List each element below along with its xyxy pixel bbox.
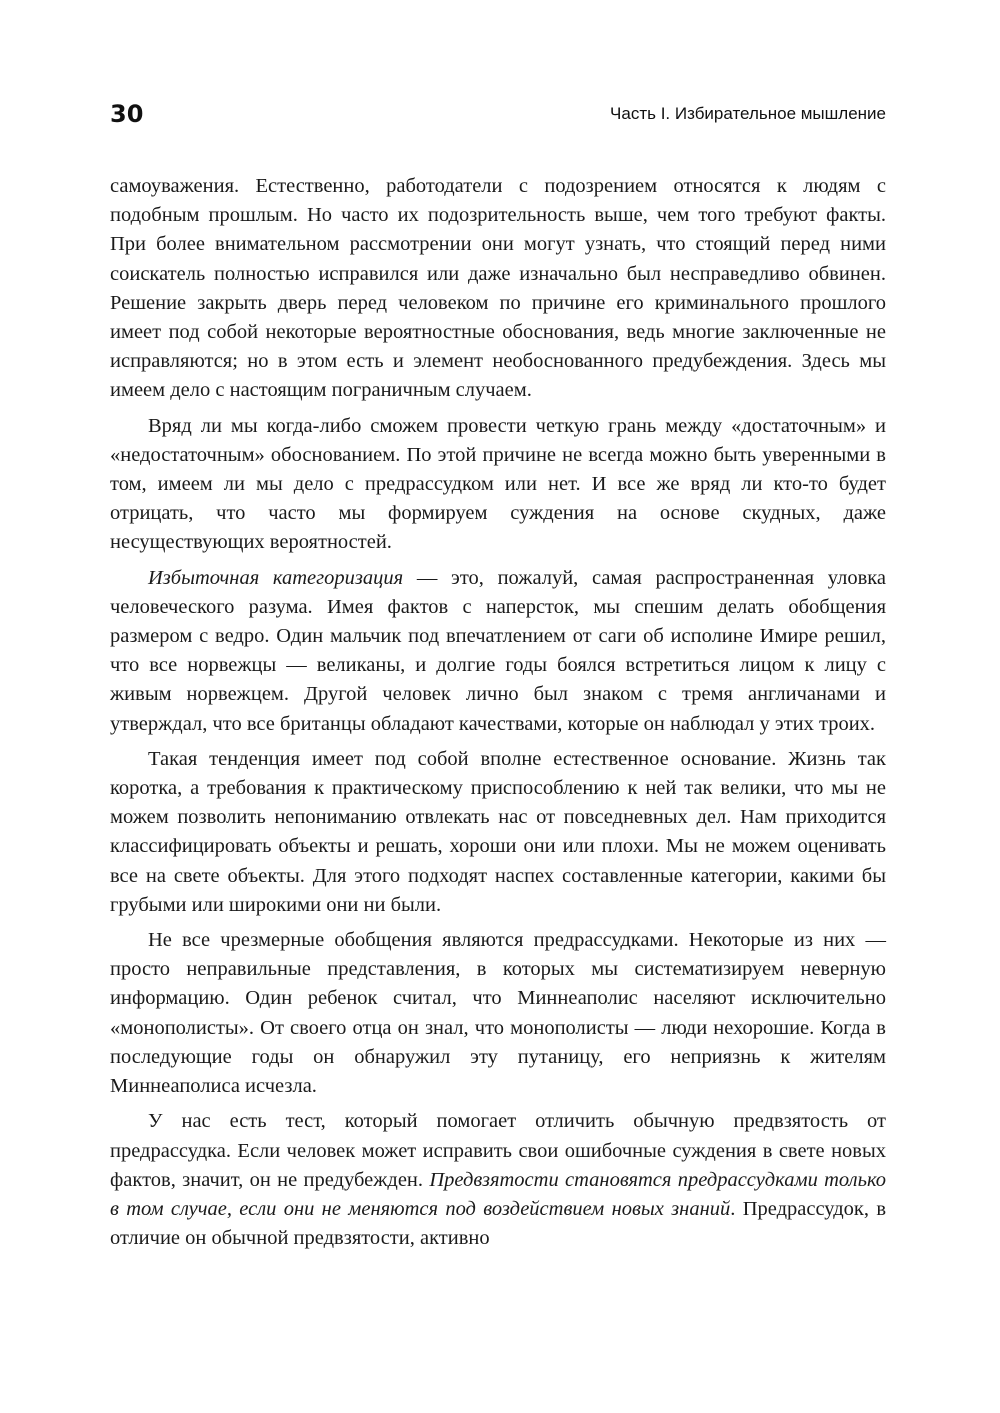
paragraph-2: Вряд ли мы когда-либо сможем провести четкую грань между «достаточным» и «недостаточным» обоснованием. По этой причине не всегда можно быть уверенными в том, имеем ли мы дело с предрассудком или нет. И все же вряд ли кто-то будет отрицать, что часто мы формируем суждения на основе скудных, даже несуществующих вероятностей. bbox=[110, 414, 886, 554]
paragraph-3 bbox=[110, 564, 886, 739]
paragraph-5: Не все чрезмерные обобщения являются предрассудками. Некоторые из них — просто неправильные представления, в которых мы систематизируем неверную информацию. Один ребенок считал, что Миннеаполис населяют исключительно «монополисты». От своего отца он знал, что монополисты — люди нехорошие. Когда в последующие годы он обнаружил эту путаницу, его неприязнь к жителям Миннеаполиса исчезла. bbox=[110, 929, 886, 1098]
running-head bbox=[110, 96, 886, 132]
paragraph-6-start: У нас есть тест, который помогает отличить обычную предвзятость от предрассудка. Если человек может исправить свои ошибочные суждения в свете новых фактов, значит, он не предубежден. bbox=[110, 1110, 886, 1191]
paragraph-6 bbox=[110, 1107, 886, 1253]
page-number: 30 bbox=[110, 100, 144, 128]
italic-term: Избыточная категоризация bbox=[148, 566, 404, 589]
section-title: Часть I. Избирательное мышление bbox=[610, 104, 886, 123]
paragraph-4: Такая тенденция имеет под собой вполне естественное основание. Жизнь так коротка, а требования к практическому приспособлению к ней так велики, что мы не можем позволить непониманию отвлекать нас от повседневных дел. Нам приходится классифицировать объекты и решать, хороши они или плохи. Мы не можем оценивать все на свете объекты. Для этого подходят наспех составленные категории, какими бы грубыми или широкими они ни были. bbox=[110, 747, 886, 916]
body-text bbox=[110, 172, 886, 1253]
paragraph-6-end: . Предрассудок, в отличие он обычной предвзятости, активно bbox=[110, 1197, 886, 1250]
paragraph-3-text: — это, пожалуй, самая распространенная уловка человеческого разума. Имея фактов с наперсток, мы спешим делать обобщения размером с ведро. Один мальчик под впечатлением от саги об исполине Имире решил, что все норвежцы — великаны, и долгие годы боялся встретиться лицом к лицу с живым норвежцем. Другой человек лично был знаком с тремя англичанами и утверждал, что все британцы обладают качествами, которые он наблюдал у этих троих. bbox=[110, 566, 886, 735]
paragraph-1: самоуважения. Естественно, работодатели с подозрением относятся к людям с подобным прошлым. Но часто их подозрительность выше, чем того требуют факты. При более внимательном рассмотрении они могут узнать, что стоящий перед ними соискатель полностью исправился или даже изначально был несправедливо обвинен. Решение закрыть дверь перед человеком по причине его криминального прошлого имеет под собой некоторые вероятностные обоснования, ведь многие заключенные не исправляются; но в этом есть и элемент необоснованного предубеждения. Здесь мы имеем дело с настоящим пограничным случаем. bbox=[110, 175, 886, 402]
italic-emphasis: Предвзятости становятся предрассудками только в том случае, если они не меняются под воздействием новых знаний bbox=[110, 1168, 887, 1220]
